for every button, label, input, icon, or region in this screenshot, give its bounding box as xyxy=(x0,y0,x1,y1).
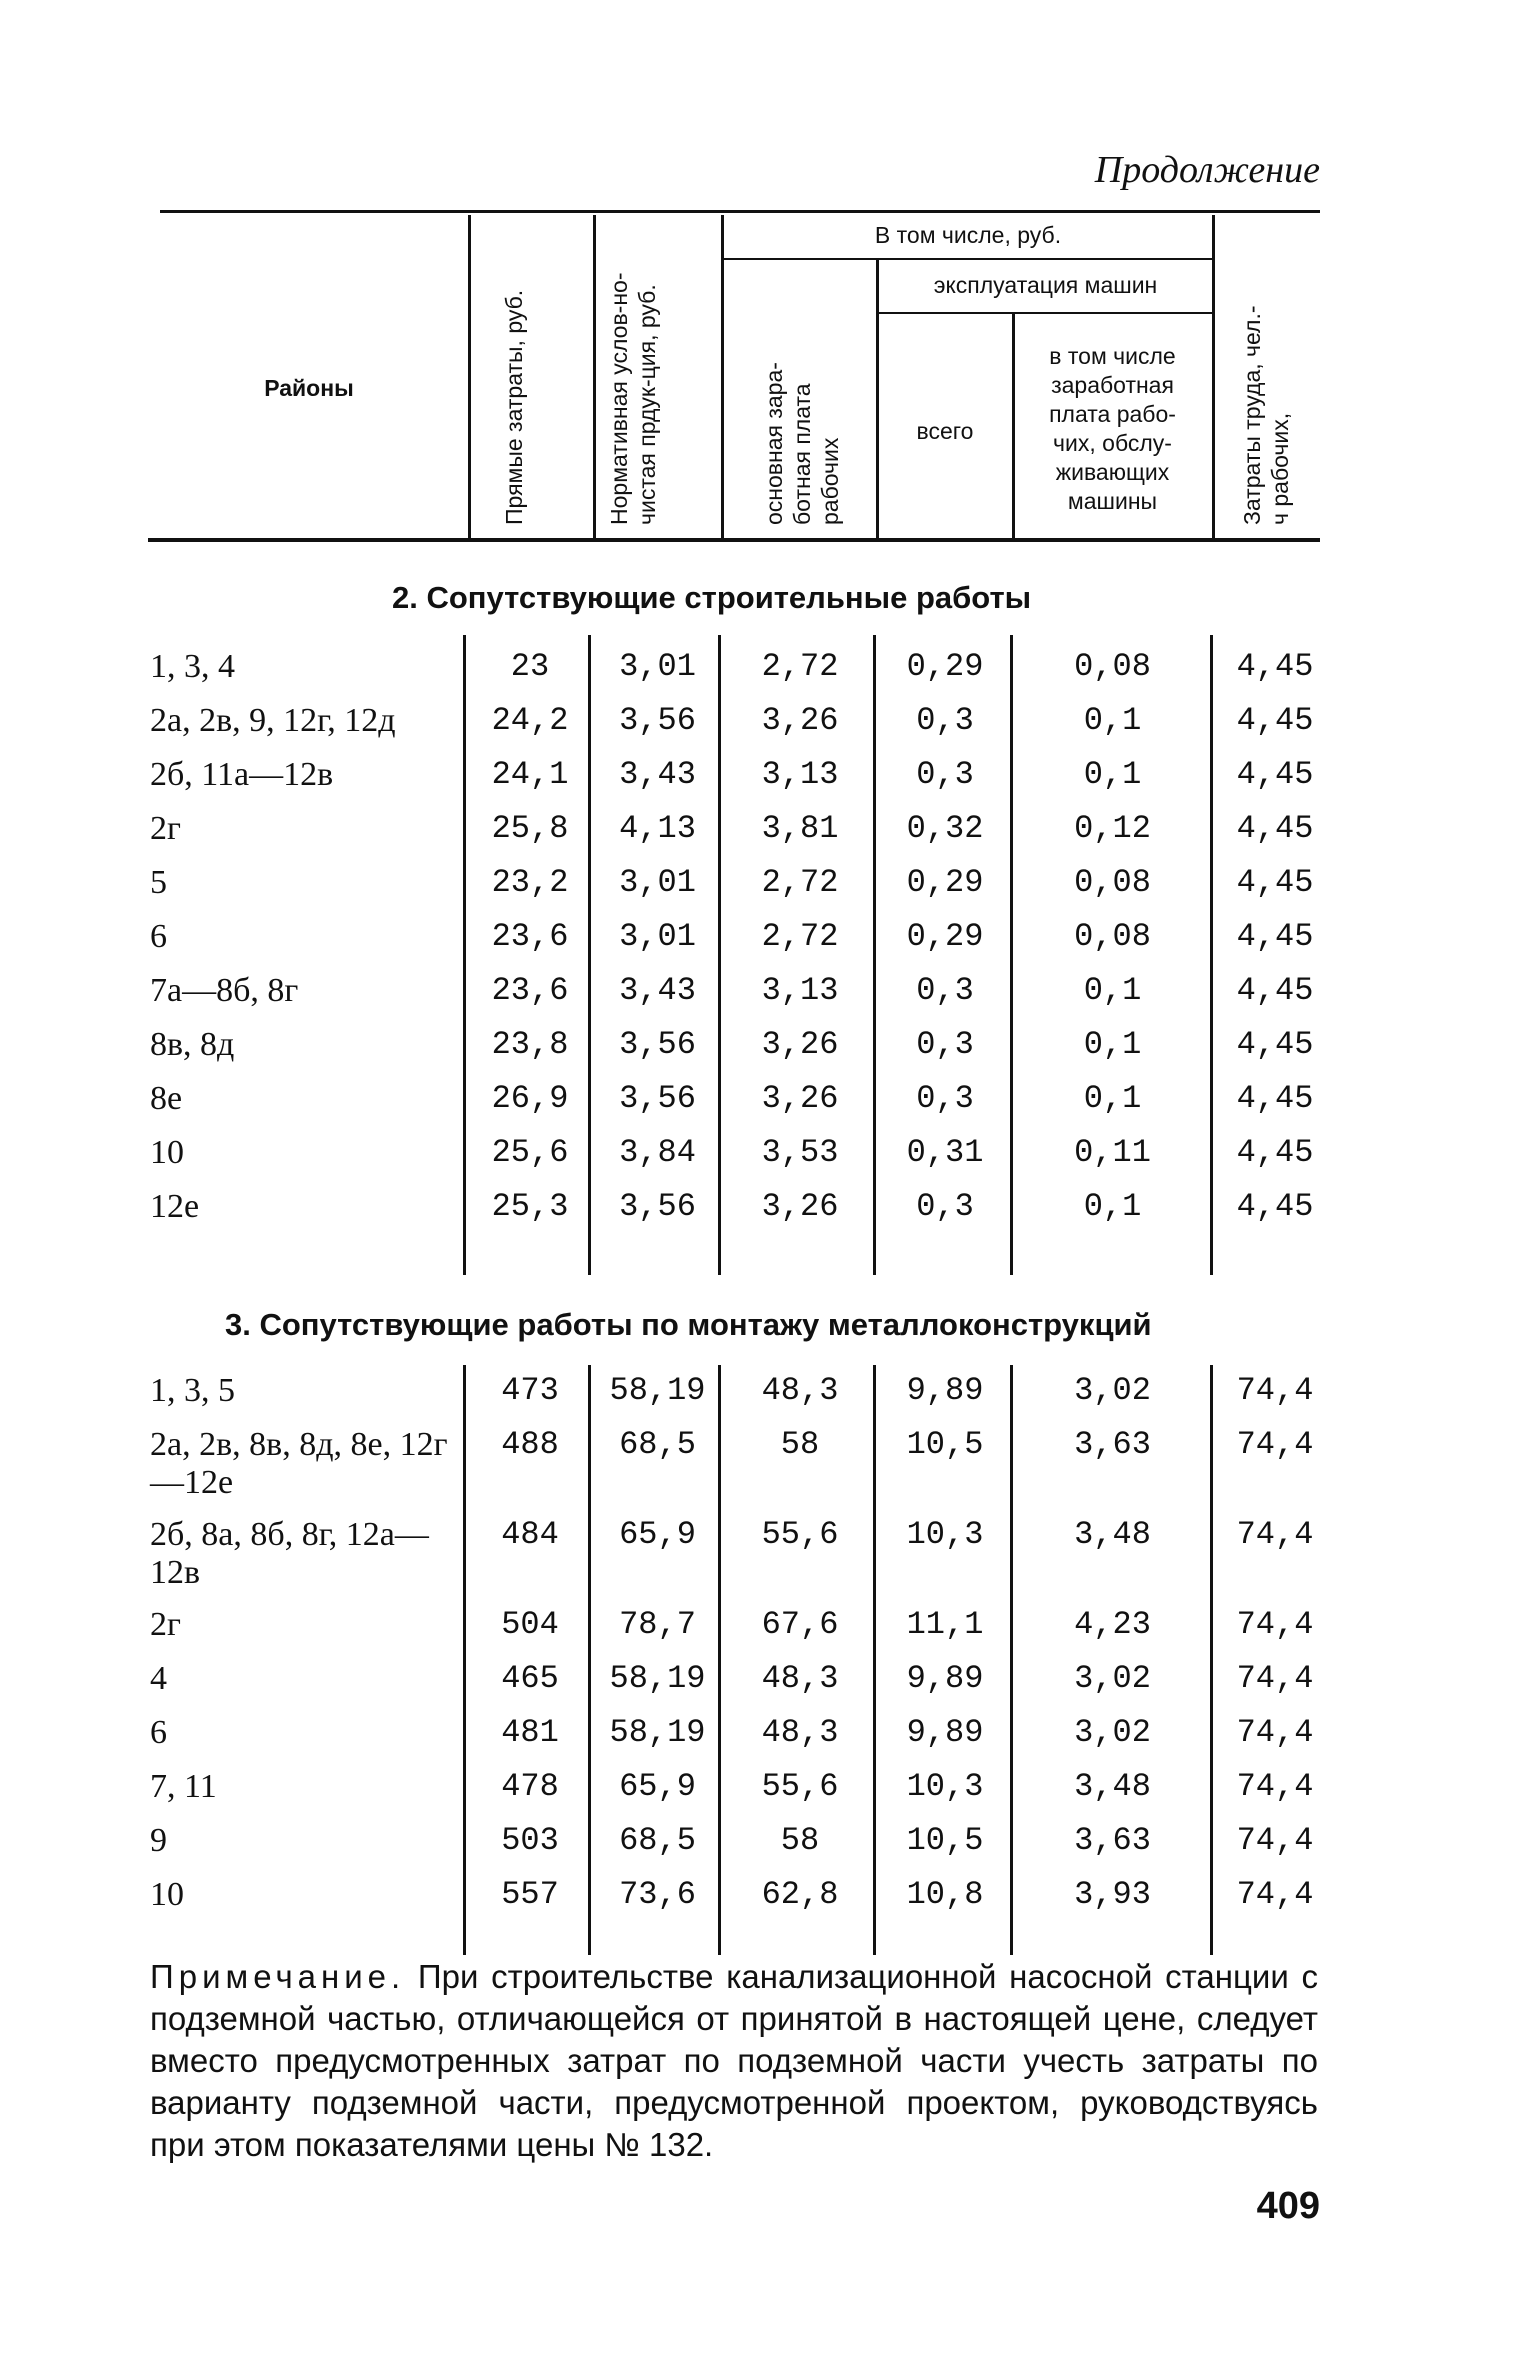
region-cell: 4 xyxy=(150,1660,167,1697)
base-wage-cell: 55,6 xyxy=(761,1768,839,1805)
header-machine-ops: эксплуатация машин xyxy=(933,272,1158,298)
machine-wage-cell: 4,23 xyxy=(1074,1606,1151,1643)
s3-divider-1 xyxy=(463,1365,466,1955)
normative-cell: 3,01 xyxy=(619,648,696,685)
header-normative: Нормативная услов-но-чистая прдук-ция, руб. xyxy=(606,272,660,525)
machine-total-cell: 0,3 xyxy=(916,972,974,1009)
normative-cell: 78,7 xyxy=(619,1606,696,1643)
header-divider-6 xyxy=(1212,215,1215,538)
header-bottom-rule xyxy=(148,538,1320,542)
machine-wage-cell: 0,1 xyxy=(1083,1080,1142,1117)
labor-cell: 4,45 xyxy=(1236,918,1314,955)
normative-cell: 3,01 xyxy=(619,864,696,901)
labor-cell: 74,4 xyxy=(1236,1768,1314,1805)
region-cell: 1, 3, 4 xyxy=(150,648,235,685)
base-wage-cell: 3,26 xyxy=(761,1080,839,1117)
machine-total-cell: 10,3 xyxy=(906,1516,984,1553)
normative-cell: 3,43 xyxy=(619,972,696,1009)
base-wage-cell: 48,3 xyxy=(761,1714,839,1751)
base-wage-cell: 67,6 xyxy=(761,1606,839,1643)
machine-wage-cell: 3,02 xyxy=(1074,1714,1151,1751)
labor-cell: 4,45 xyxy=(1236,1080,1314,1117)
normative-cell: 58,19 xyxy=(609,1714,706,1751)
machine-wage-cell: 0,1 xyxy=(1083,1026,1142,1063)
base-wage-cell: 62,8 xyxy=(761,1876,839,1913)
normative-cell: 58,19 xyxy=(609,1660,706,1697)
labor-cell: 74,4 xyxy=(1236,1876,1314,1913)
machine-wage-cell: 0,12 xyxy=(1074,810,1151,847)
direct-costs-cell: 25,3 xyxy=(491,1188,569,1225)
direct-costs-cell: 481 xyxy=(501,1714,559,1751)
machine-total-cell: 9,89 xyxy=(906,1372,984,1409)
page-number: 409 xyxy=(1256,2185,1320,2227)
direct-costs-cell: 484 xyxy=(501,1516,559,1553)
normative-cell: 65,9 xyxy=(619,1768,696,1805)
region-cell: 9 xyxy=(150,1822,167,1859)
machine-wage-cell: 0,1 xyxy=(1083,702,1142,739)
labor-cell: 4,45 xyxy=(1236,648,1314,685)
machine-total-cell: 0,3 xyxy=(916,756,974,793)
region-cell: 7а—8б, 8г xyxy=(150,972,299,1009)
machine-wage-cell: 3,63 xyxy=(1074,1822,1151,1859)
base-wage-cell: 3,13 xyxy=(761,972,839,1009)
region-cell: 2а, 2в, 8в, 8д, 8е, 12г—12е xyxy=(150,1426,448,1501)
base-wage-cell: 2,72 xyxy=(761,918,839,955)
labor-cell: 4,45 xyxy=(1236,756,1314,793)
direct-costs-cell: 25,8 xyxy=(491,810,569,847)
region-cell: 2г xyxy=(150,1606,181,1643)
direct-costs-cell: 473 xyxy=(501,1372,559,1409)
header-base-wage: основная зара-ботная плата рабочих xyxy=(761,362,843,525)
base-wage-cell: 3,26 xyxy=(761,1188,839,1225)
direct-costs-cell: 478 xyxy=(501,1768,559,1805)
machine-wage-cell: 3,48 xyxy=(1074,1516,1151,1553)
header-divider-1 xyxy=(468,215,471,538)
direct-costs-cell: 504 xyxy=(501,1606,559,1643)
machine-wage-cell: 0,1 xyxy=(1083,756,1142,793)
direct-costs-cell: 23,2 xyxy=(491,864,569,901)
machine-total-cell: 9,89 xyxy=(906,1714,984,1751)
machine-wage-cell: 0,08 xyxy=(1074,648,1151,685)
normative-cell: 3,56 xyxy=(619,1080,696,1117)
region-cell: 7, 11 xyxy=(150,1768,217,1805)
machine-total-cell: 0,3 xyxy=(916,702,974,739)
region-cell: 10 xyxy=(150,1134,184,1171)
including-rule xyxy=(723,258,1213,260)
base-wage-cell: 55,6 xyxy=(761,1516,839,1553)
header-total: всего xyxy=(916,418,974,444)
machine-total-cell: 0,32 xyxy=(906,810,984,847)
machine-wage-cell: 3,02 xyxy=(1074,1660,1151,1697)
region-cell: 2а, 2в, 9, 12г, 12д xyxy=(150,702,396,739)
machine-total-cell: 0,29 xyxy=(906,864,984,901)
header-including: В том числе, руб. xyxy=(874,222,1062,248)
direct-costs-cell: 24,2 xyxy=(491,702,569,739)
section-3-title: 3. Сопутствующие работы по монтажу металлоконструкций xyxy=(225,1307,1152,1342)
region-cell: 6 xyxy=(150,1714,167,1751)
region-cell: 1, 3, 5 xyxy=(150,1372,235,1409)
normative-cell: 65,9 xyxy=(619,1516,696,1553)
direct-costs-cell: 503 xyxy=(501,1822,559,1859)
normative-cell: 3,56 xyxy=(619,702,696,739)
machine-wage-cell: 0,08 xyxy=(1074,864,1151,901)
normative-cell: 58,19 xyxy=(609,1372,706,1409)
s2-divider-5 xyxy=(1010,635,1013,1275)
s3-divider-5 xyxy=(1010,1365,1013,1955)
normative-cell: 68,5 xyxy=(619,1822,696,1859)
base-wage-cell: 48,3 xyxy=(761,1660,839,1697)
direct-costs-cell: 23,8 xyxy=(491,1026,569,1063)
machine-wage-cell: 0,1 xyxy=(1083,1188,1142,1225)
machine-total-cell: 9,89 xyxy=(906,1660,984,1697)
section-2-title: 2. Сопутствующие строительные работы xyxy=(392,580,1032,615)
machine-wage-cell: 0,1 xyxy=(1083,972,1142,1009)
normative-cell: 3,84 xyxy=(619,1134,696,1171)
machine-total-cell: 10,5 xyxy=(906,1822,984,1859)
labor-cell: 4,45 xyxy=(1236,1134,1314,1171)
base-wage-cell: 2,72 xyxy=(761,864,839,901)
machine-ops-rule xyxy=(878,312,1213,314)
region-cell: 5 xyxy=(150,864,167,901)
s2-divider-6 xyxy=(1210,635,1213,1275)
base-wage-cell: 3,81 xyxy=(761,810,839,847)
machine-wage-cell: 0,11 xyxy=(1074,1134,1151,1171)
normative-cell: 3,56 xyxy=(619,1026,696,1063)
direct-costs-cell: 488 xyxy=(501,1426,559,1463)
machine-total-cell: 0,29 xyxy=(906,648,984,685)
machine-wage-cell: 3,63 xyxy=(1074,1426,1151,1463)
base-wage-cell: 3,26 xyxy=(761,702,839,739)
region-cell: 2б, 11а—12в xyxy=(150,756,334,793)
labor-cell: 4,45 xyxy=(1236,972,1314,1009)
base-wage-cell: 58 xyxy=(780,1822,820,1859)
header-direct-costs: Прямые затраты, руб. xyxy=(501,289,527,525)
direct-costs-cell: 23 xyxy=(510,648,550,685)
header-divider-5 xyxy=(1012,314,1015,538)
machine-wage-cell: 3,02 xyxy=(1074,1372,1151,1409)
region-cell: 12е xyxy=(150,1188,200,1225)
labor-cell: 74,4 xyxy=(1236,1714,1314,1751)
base-wage-cell: 58 xyxy=(780,1426,820,1463)
region-cell: 6 xyxy=(150,918,167,955)
header-top-rule xyxy=(160,210,1320,213)
direct-costs-cell: 23,6 xyxy=(491,972,569,1009)
direct-costs-cell: 24,1 xyxy=(491,756,569,793)
labor-cell: 74,4 xyxy=(1236,1372,1314,1409)
direct-costs-cell: 23,6 xyxy=(491,918,569,955)
base-wage-cell: 2,72 xyxy=(761,648,839,685)
machine-wage-cell: 3,48 xyxy=(1074,1768,1151,1805)
labor-cell: 74,4 xyxy=(1236,1516,1314,1553)
machine-total-cell: 0,3 xyxy=(916,1026,974,1063)
normative-cell: 73,6 xyxy=(619,1876,696,1913)
normative-cell: 3,43 xyxy=(619,756,696,793)
s3-divider-6 xyxy=(1210,1365,1213,1955)
machine-total-cell: 0,3 xyxy=(916,1080,974,1117)
machine-wage-cell: 0,08 xyxy=(1074,918,1151,955)
normative-cell: 68,5 xyxy=(619,1426,696,1463)
normative-cell: 4,13 xyxy=(619,810,696,847)
labor-cell: 4,45 xyxy=(1236,702,1314,739)
direct-costs-cell: 557 xyxy=(501,1876,559,1913)
base-wage-cell: 48,3 xyxy=(761,1372,839,1409)
labor-cell: 74,4 xyxy=(1236,1822,1314,1859)
header-divider-4 xyxy=(876,260,879,538)
labor-cell: 74,4 xyxy=(1236,1426,1314,1463)
labor-cell: 74,4 xyxy=(1236,1606,1314,1643)
labor-cell: 4,45 xyxy=(1236,1026,1314,1063)
machine-total-cell: 0,31 xyxy=(906,1134,984,1171)
machine-total-cell: 10,5 xyxy=(906,1426,984,1463)
s2-divider-1 xyxy=(463,635,466,1275)
machine-wage-cell: 3,93 xyxy=(1074,1876,1151,1913)
machine-total-cell: 10,8 xyxy=(906,1876,984,1913)
footnote xyxy=(150,1956,1318,2166)
footnote-label: Примечание. xyxy=(150,1958,406,1995)
machine-total-cell: 0,3 xyxy=(916,1188,974,1225)
continuation-label: Продолжение xyxy=(1094,149,1320,191)
labor-cell: 4,45 xyxy=(1236,1188,1314,1225)
region-cell: 2б, 8а, 8б, 8г, 12а—12в xyxy=(150,1516,429,1591)
header-divider-3 xyxy=(721,215,724,538)
direct-costs-cell: 465 xyxy=(501,1660,559,1697)
region-cell: 8в, 8д xyxy=(150,1026,235,1063)
labor-cell: 74,4 xyxy=(1236,1660,1314,1697)
region-cell: 10 xyxy=(150,1876,184,1913)
header-divider-2 xyxy=(593,215,596,538)
machine-total-cell: 11,1 xyxy=(906,1606,984,1643)
header-regions: Районы xyxy=(264,375,354,401)
normative-cell: 3,01 xyxy=(619,918,696,955)
labor-cell: 4,45 xyxy=(1236,864,1314,901)
normative-cell: 3,56 xyxy=(619,1188,696,1225)
base-wage-cell: 3,53 xyxy=(761,1134,839,1171)
header-labor: Затраты труда, чел.-ч рабочих, xyxy=(1239,305,1293,525)
header-incl-wage: в том числе заработная плата рабо-чих, обслу-живающих машины xyxy=(1049,343,1176,514)
region-cell: 8е xyxy=(150,1080,183,1117)
direct-costs-cell: 25,6 xyxy=(491,1134,569,1171)
machine-total-cell: 10,3 xyxy=(906,1768,984,1805)
machine-total-cell: 0,29 xyxy=(906,918,984,955)
labor-cell: 4,45 xyxy=(1236,810,1314,847)
base-wage-cell: 3,13 xyxy=(761,756,839,793)
base-wage-cell: 3,26 xyxy=(761,1026,839,1063)
footnote-text: При строительстве канализационной насосной станции с подземной частью, отличающейся от принятой в настоящей цене, следует вместо предусмотренных затрат по подземной части учесть затраты по варианту подземной части, предусмотренной проектом, руководствуясь при этом показателями цены № 132. xyxy=(150,1958,1318,2163)
region-cell: 2г xyxy=(150,810,181,847)
direct-costs-cell: 26,9 xyxy=(491,1080,569,1117)
